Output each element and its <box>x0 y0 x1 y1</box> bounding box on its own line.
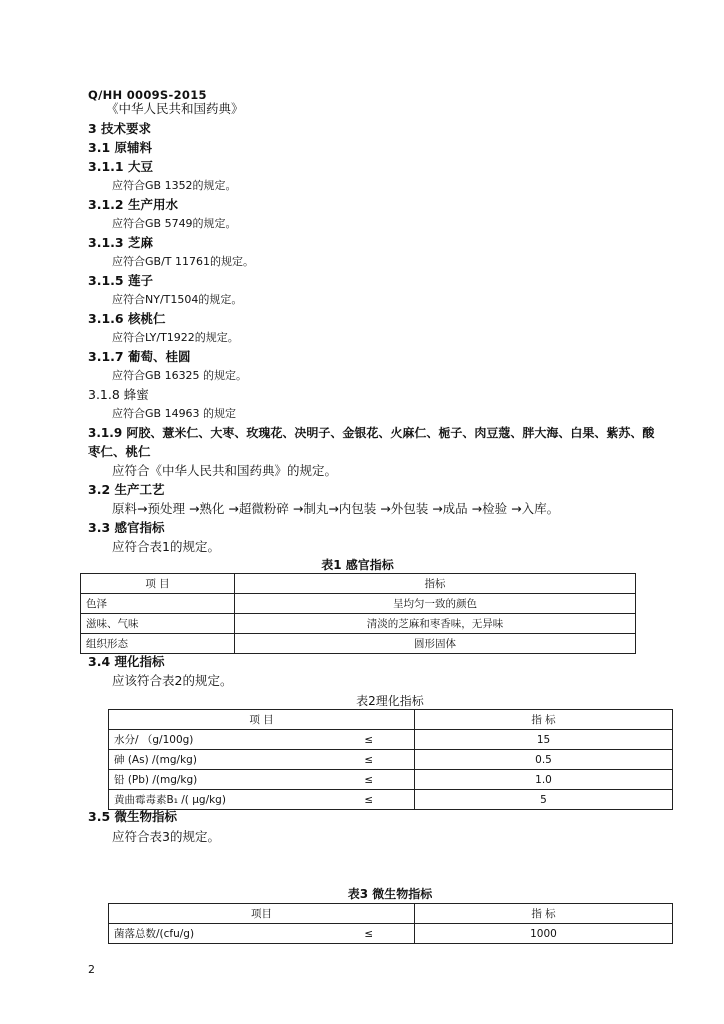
paragraph: 应符合表3的规定。 <box>112 829 220 844</box>
table-row <box>81 594 636 614</box>
heading-3-1-7: 3.1.7 葡萄、桂圆 <box>88 349 191 364</box>
table-cell: 菌落总数/(cfu/g) <box>109 924 324 944</box>
heading-3: 3 技术要求 <box>88 121 152 136</box>
reference-item: 《中华人民共和国药典》 <box>106 101 244 116</box>
heading-3-1-9: 3.1.9 阿胶、薏米仁、大枣、玫瑰花、决明子、金银花、火麻仁、栀子、肉豆蔻、胖大海、白果、紫苏、酸 <box>88 426 655 440</box>
table-cell: ≤ <box>324 770 415 790</box>
table-header-cell: 指 标 <box>415 710 673 730</box>
heading-3-1-2: 3.1.2 生产用水 <box>88 197 178 212</box>
table-cell: 砷 (As) /(mg/kg) <box>109 750 324 770</box>
heading-3-3: 3.3 感官指标 <box>88 520 165 535</box>
table-cell: 0.5 <box>415 750 673 770</box>
table-header-cell: 项目 <box>109 904 415 924</box>
table-header-cell: 指 标 <box>415 904 673 924</box>
table-cell: 呈均匀一致的颜色 <box>235 594 636 614</box>
paragraph: 应符合GB 5749的规定。 <box>112 217 237 230</box>
table3 <box>108 903 673 944</box>
process-flow: 原料→预处理 →熟化 →超微粉碎 →制丸→内包装 →外包装 →成品 →检验 →入库。 <box>112 501 560 516</box>
table-row <box>109 790 673 810</box>
page-number: 2 <box>88 963 95 976</box>
table-row <box>109 924 673 944</box>
table-cell: ≤ <box>324 730 415 750</box>
table-cell: 铅 (Pb) /(mg/kg) <box>109 770 324 790</box>
heading-3-5: 3.5 微生物指标 <box>88 809 177 824</box>
paragraph: 应符合LY/T1922的规定。 <box>112 331 239 344</box>
table-header-cell: 指标 <box>235 574 636 594</box>
table-row <box>109 730 673 750</box>
table-cell: ≤ <box>324 924 415 944</box>
table-cell: 圆形固体 <box>235 634 636 654</box>
heading-3-1-1: 3.1.1 大豆 <box>88 159 153 174</box>
table-cell: 滋味、气味 <box>81 614 235 634</box>
paragraph: 应符合NY/T1504的规定。 <box>112 293 243 306</box>
heading-3-1-8: 3.1.8 蜂蜜 <box>88 387 149 402</box>
table-header-row <box>109 710 673 730</box>
table-header-cell: 项 目 <box>109 710 415 730</box>
table-row <box>81 634 636 654</box>
paragraph: 应符合《中华人民共和国药典》的规定。 <box>112 463 338 478</box>
table-cell: 15 <box>415 730 673 750</box>
document-id: Q/HH 0009S-2015 <box>88 88 207 102</box>
table-cell: ≤ <box>324 750 415 770</box>
table-cell: 水分/ （g/100g) <box>109 730 324 750</box>
heading-3-4: 3.4 理化指标 <box>88 654 165 669</box>
table-row <box>81 614 636 634</box>
heading-3-1-3: 3.1.3 芝麻 <box>88 235 153 250</box>
paragraph: 应符合GB 16325 的规定。 <box>112 369 248 382</box>
table-cell: 1000 <box>415 924 673 944</box>
table2-caption: 表2理化指标 <box>356 694 424 708</box>
paragraph: 应符合GB 14963 的规定 <box>112 407 237 420</box>
table2 <box>108 709 673 810</box>
paragraph: 应该符合表2的规定。 <box>112 673 233 688</box>
paragraph: 应符合GB/T 11761的规定。 <box>112 255 254 268</box>
table3-caption: 表3 微生物指标 <box>347 887 433 901</box>
table-header-cell: 项 目 <box>81 574 235 594</box>
table-cell: 色泽 <box>81 594 235 614</box>
table1-caption: 表1 感官指标 <box>321 558 394 572</box>
table-header-row <box>109 904 673 924</box>
table-row <box>109 750 673 770</box>
table-cell: 5 <box>415 790 673 810</box>
table-header-row <box>81 574 636 594</box>
table-cell: 黄曲霉毒素B₁ /( μg/kg) <box>109 790 324 810</box>
table-row <box>109 770 673 790</box>
heading-3-1-6: 3.1.6 核桃仁 <box>88 311 166 326</box>
heading-3-1-5: 3.1.5 莲子 <box>88 273 153 288</box>
heading-3-1-9-cont: 枣仁、桃仁 <box>88 444 151 459</box>
paragraph: 应符合表1的规定。 <box>112 539 220 554</box>
table-cell: ≤ <box>324 790 415 810</box>
table-cell: 组织形态 <box>81 634 235 654</box>
paragraph: 应符合GB 1352的规定。 <box>112 179 237 192</box>
heading-3-2: 3.2 生产工艺 <box>88 482 165 497</box>
table-cell: 清淡的芝麻和枣香味，无异味 <box>235 614 636 634</box>
table-cell: 1.0 <box>415 770 673 790</box>
table1 <box>80 573 636 654</box>
heading-3-1: 3.1 原辅料 <box>88 140 152 155</box>
